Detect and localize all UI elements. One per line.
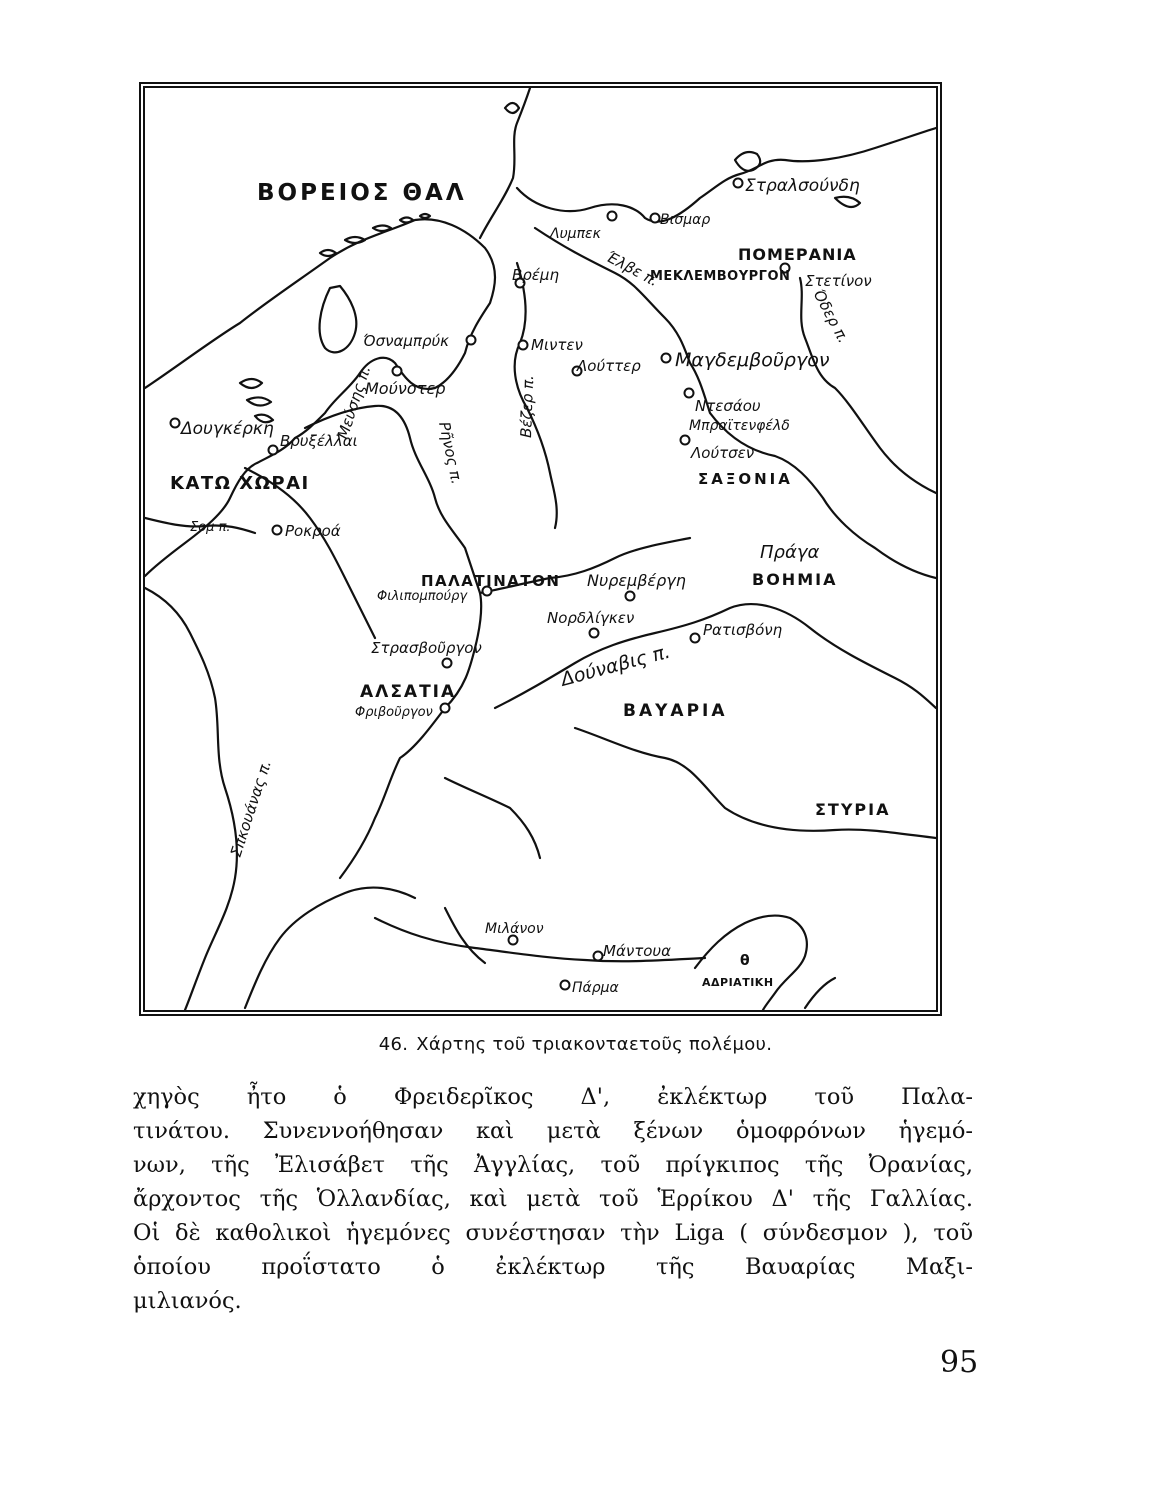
label-mantua: Μάντουα bbox=[603, 942, 671, 960]
city-marker-minden bbox=[519, 341, 528, 350]
label-nordlingen: Νορδλίγκεν bbox=[547, 609, 635, 627]
city-marker-freiburg bbox=[441, 704, 450, 713]
label-regensburg: Ρατισβόνη bbox=[703, 621, 783, 639]
city-marker-strasbourg bbox=[443, 659, 452, 668]
text-line: τινάτου. Συνεννοήθησαν καὶ μετὰ ξένων ὁμοφρόνων ἡγεμό- bbox=[133, 1118, 973, 1144]
label-lubeck: Λυμπεκ bbox=[550, 226, 601, 242]
label-river-oder: Όδερ π. bbox=[809, 286, 853, 347]
label-styria: ΣΤΥΡΙΑ bbox=[815, 800, 891, 819]
map-figure bbox=[139, 82, 942, 1016]
label-freiburg: Φριβοῦργον bbox=[355, 705, 433, 720]
label-strasbourg: Στρασβοῦργον bbox=[371, 639, 482, 657]
label-wismar: Βισμαρ bbox=[660, 212, 711, 228]
city-marker-nuremberg bbox=[626, 592, 635, 601]
label-adriatic-sea: θ bbox=[740, 953, 750, 969]
label-magdeburg: Μαγδεμβοῦργον bbox=[675, 349, 830, 371]
city-marker-rocroi bbox=[273, 526, 282, 535]
label-milan: Μιλάνον bbox=[485, 921, 544, 937]
label-minden: Μιντεν bbox=[531, 336, 583, 354]
label-osnabruck: Όσναμπρύκ bbox=[363, 332, 449, 350]
label-stettin: Στετίνον bbox=[805, 272, 872, 290]
label-river-elbe: Έλβε π. bbox=[603, 247, 662, 291]
city-marker-dunkirk bbox=[171, 419, 180, 428]
city-marker-munster bbox=[393, 367, 402, 376]
city-marker-regensburg bbox=[691, 634, 700, 643]
label-lutter: Λούττερ bbox=[577, 357, 641, 375]
caption-text: Χάρτης τοῦ τριακονταετοῦς πολέμου. bbox=[416, 1034, 773, 1055]
label-low-countries: ΚΑΤΩ ΧΩΡΑΙ bbox=[170, 473, 310, 494]
text-line: νων, τῆς Ἐλισάβετ τῆς Ἀγγλίας, τοῦ πρίγκιπος τῆς Ὀρανίας, bbox=[133, 1152, 973, 1178]
label-stralsund: Στραλσούνδη bbox=[745, 176, 860, 196]
text-line: χηγὸς ἦτο ὁ Φρειδερῖκος Δ', ἐκλέκτωρ τοῦ Παλα- bbox=[133, 1084, 973, 1110]
label-river-scheldt: Σπκουάνας π. bbox=[226, 757, 275, 860]
body-paragraph bbox=[133, 1080, 973, 1318]
label-prague: Πράγα bbox=[760, 542, 820, 563]
label-bohemia: ΒΟΗΜΙΑ bbox=[752, 570, 838, 589]
city-marker-stralsund bbox=[734, 179, 743, 188]
label-river-rhine: Ρῆνος π. bbox=[435, 420, 466, 486]
city-marker-lubeck bbox=[608, 212, 617, 221]
city-marker-magdeburg bbox=[662, 354, 671, 363]
label-saxony: ΣΑΞΟΝΙΑ bbox=[698, 470, 793, 488]
label-alsace: ΑΛΣΑΤΙΑ bbox=[360, 682, 457, 702]
city-marker-dessau bbox=[685, 389, 694, 398]
label-rocroi: Ροκροά bbox=[285, 522, 341, 540]
label-bremen: Βρέμη bbox=[512, 266, 559, 284]
city-marker-brussels bbox=[269, 446, 278, 455]
label-pomerania: ΠΟΜΕΡΑΝΙΑ bbox=[738, 245, 857, 264]
label-palatinate: ΠΑΛΑΤΙΝΑΤΟΝ bbox=[421, 572, 561, 590]
page-number: 95 bbox=[940, 1345, 979, 1380]
label-lutzen: Λούτσεν bbox=[691, 444, 755, 462]
label-mecklenburg: ΜΕΚΛΕΜΒΟΥΡΓΟΝ bbox=[650, 269, 791, 284]
label-river-danube: Δούναβις π. bbox=[558, 640, 673, 691]
coastline-baltic bbox=[517, 128, 936, 222]
city-marker-wismar bbox=[651, 214, 660, 223]
label-dunkirk: Δουγκέρκη bbox=[181, 419, 274, 439]
coastline-adriatic bbox=[695, 916, 807, 1010]
label-philippsburg: Φιλιπομπούργ bbox=[377, 589, 468, 604]
caption-number: 46. bbox=[378, 1034, 409, 1055]
city-marker-osnabruck bbox=[467, 336, 476, 345]
label-bavaria: ΒΑΥΑΡΙΑ bbox=[623, 701, 728, 721]
city-marker-parma bbox=[561, 981, 570, 990]
text-line: ἄρχοντος τῆς Ὁλλανδίας, καὶ μετὰ τοῦ Ἑρρίκου Δ' τῆς Γαλλίας. bbox=[133, 1186, 973, 1212]
label-munster: Μούνστερ bbox=[365, 379, 446, 398]
text-line: μιλιανός. bbox=[133, 1288, 242, 1314]
text-line: ὁποίου προΐστατο ὁ ἐκλέκτωρ τῆς Βαυαρίας Μαξι- bbox=[133, 1254, 973, 1280]
coastline-jutland bbox=[480, 88, 530, 238]
city-marker-lutzen bbox=[681, 436, 690, 445]
label-dessau: Ντεσάου bbox=[695, 397, 761, 415]
map-drawing bbox=[145, 88, 936, 1010]
figure-caption bbox=[0, 1034, 1151, 1055]
text-line: Οἱ δὲ καθολικοὶ ἡγεμόνες συνέστησαν τὴν Liga ( σύνδεσμον ), τοῦ bbox=[133, 1220, 973, 1246]
city-marker-nordlingen bbox=[590, 629, 599, 638]
label-breitenfeld: Μπραϊτενφέλδ bbox=[689, 418, 790, 434]
label-river-somme: Σομ π. bbox=[190, 520, 231, 535]
label-brussels: Βρυξέλλαι bbox=[280, 432, 358, 450]
label-nuremberg: Νυρεμβέργη bbox=[587, 571, 686, 590]
label-adriatic: ΑΔΡΙΑΤΙΚΗ bbox=[702, 976, 774, 989]
city-marker-mantua bbox=[594, 952, 603, 961]
label-river-meuse: Μεύσης π. bbox=[333, 363, 375, 442]
label-north-sea: ΒΟΡΕΙΟΣ ΘΑΛ bbox=[257, 180, 467, 206]
label-parma: Πάρμα bbox=[572, 980, 619, 996]
label-river-weser: Βέζερ π. bbox=[517, 374, 538, 439]
